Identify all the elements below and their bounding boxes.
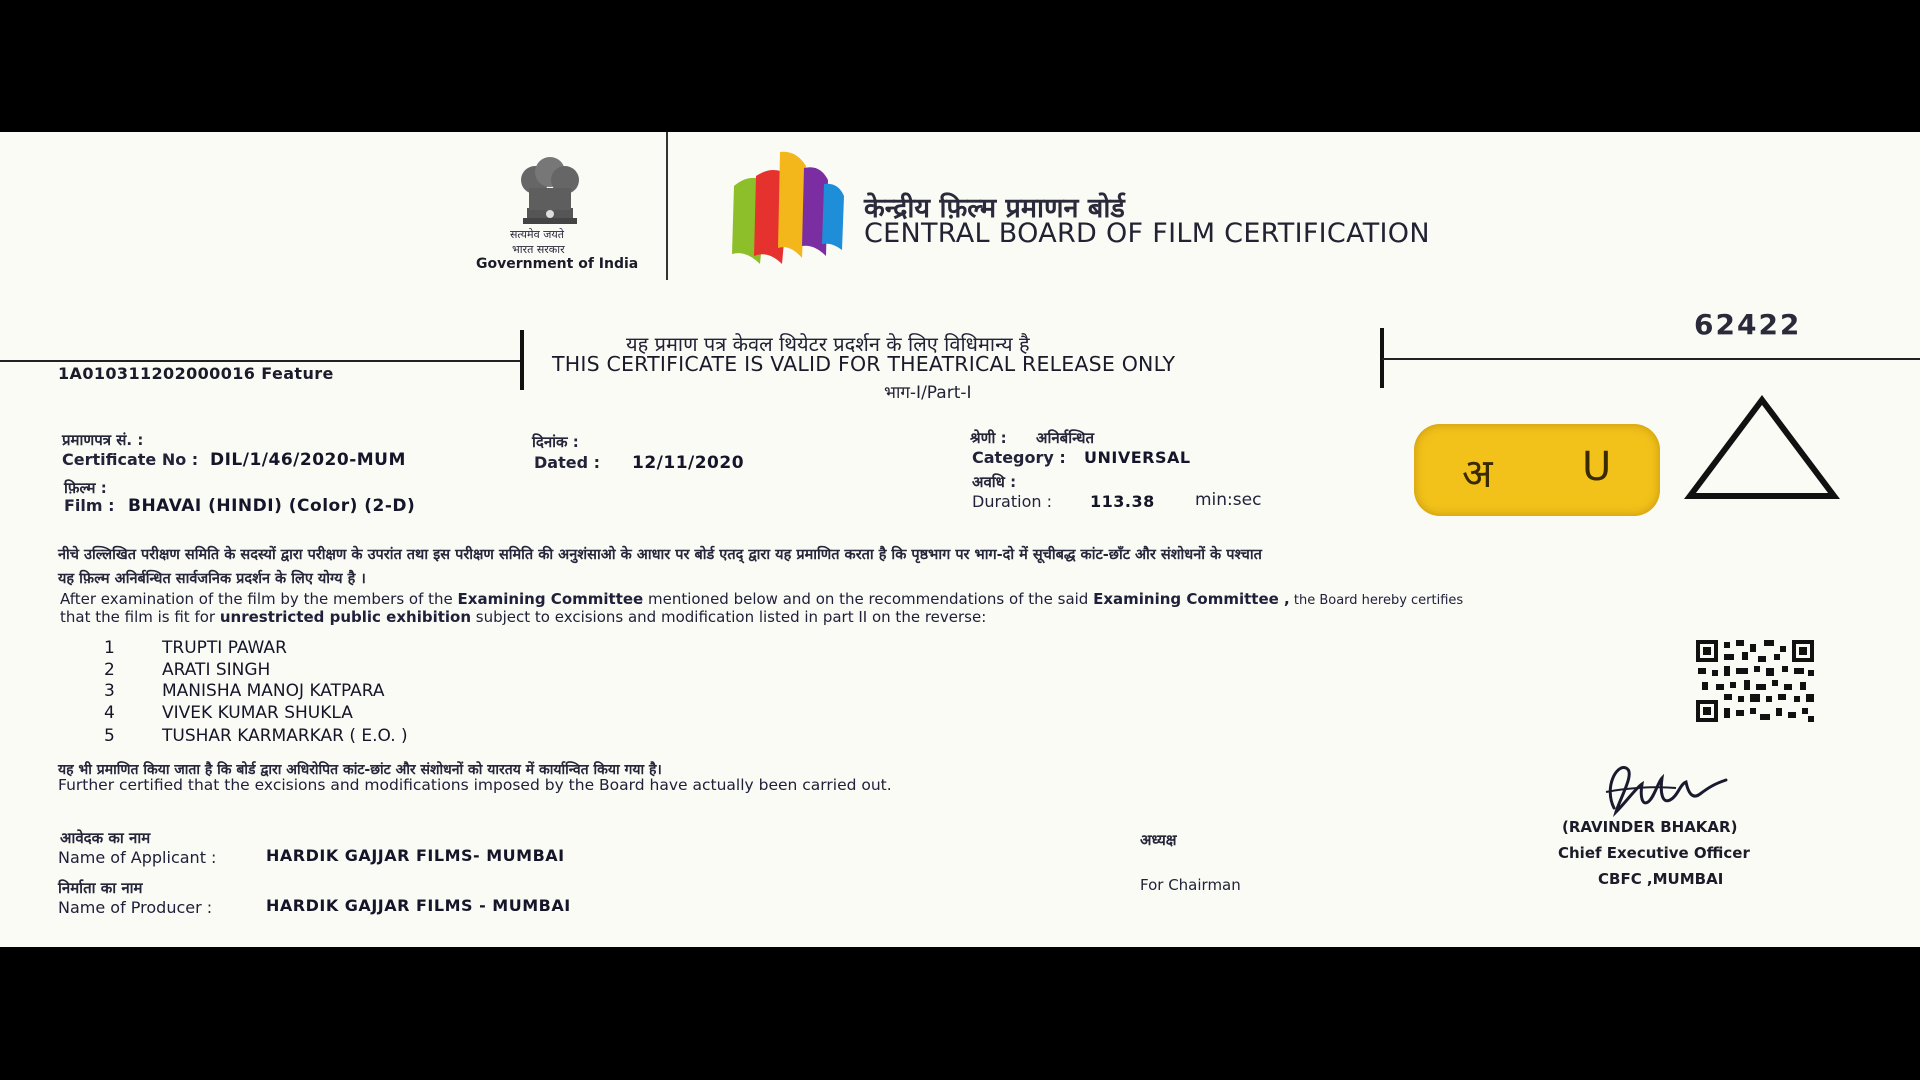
- member-name: TUSHAR KARMARKAR ( E.O. ): [162, 726, 408, 746]
- signature-image: [1596, 758, 1732, 818]
- statement-english-1: After examination of the film by the members of the Examining Committee mentioned below and on the recommendations of the said Examining Committee , the Board hereby certifies: [60, 590, 1464, 608]
- rating-badge: [1414, 424, 1660, 516]
- category-label: Category :: [972, 448, 1066, 467]
- member-name: MANISHA MANOJ KATPARA: [162, 681, 385, 701]
- qr-code-icon: [1694, 638, 1816, 724]
- member-no: 3: [104, 681, 115, 701]
- signatory-office: CBFC ,MUMBAI: [1598, 870, 1724, 888]
- cert-no-label-hindi: प्रमाणपत्र सं. :: [62, 431, 144, 449]
- member-no: 2: [104, 660, 115, 680]
- applicant-value: HARDIK GAJJAR FILMS- MUMBAI: [266, 846, 565, 865]
- statement-hindi-2: यह फ़िल्म अनिर्बन्धित सार्वजनिक प्रदर्शन के लिए योग्य है ।: [58, 571, 366, 587]
- rule-right: [1382, 358, 1920, 360]
- duration-label-hindi: अवधि :: [972, 473, 1017, 491]
- cert-no-label: Certificate No :: [62, 450, 199, 469]
- member-name: VIVEK KUMAR SHUKLA: [162, 703, 353, 723]
- category-hindi: अनिर्बन्धित: [1036, 429, 1095, 447]
- category-value: UNIVERSAL: [1084, 448, 1191, 467]
- producer-value: HARDIK GAJJAR FILMS - MUMBAI: [266, 896, 571, 915]
- further-english: Further certified that the excisions and modifications imposed by the Board have actually been carried out.: [58, 776, 892, 794]
- member-name: ARATI SINGH: [162, 660, 271, 680]
- date-value: 12/11/2020: [632, 453, 745, 473]
- rule-left: [0, 360, 522, 362]
- rating-english-letter: U: [1582, 444, 1612, 490]
- certificate-sheet: [0, 132, 1920, 947]
- reference-code: 1A010311202000016 Feature: [58, 364, 334, 383]
- member-no: 5: [104, 726, 115, 746]
- film-value: BHAVAI (HINDI) (Color) (2-D): [128, 496, 416, 516]
- statement-hindi-1: नीचे उल्लिखित परीक्षण समिति के सदस्यों द्वारा परीक्षण के उपरांत तथा इस परीक्षण समिति की अनुशंसाओ के आधार पर बोर्ड एतद् द्वारा यह प्रमाणित करता है कि पृष्ठभाग पर भाग-दो में सूचीबद्ध कांट-छाँट और संशोधनों के पश्चात: [58, 547, 1262, 563]
- film-label: Film :: [64, 496, 115, 515]
- statement-english-2: that the film is fit for unrestricted public exhibition subject to excisions and modification listed in part II on the reverse:: [60, 608, 987, 626]
- bar-left: [520, 330, 524, 390]
- part-label: भाग-I/Part-I: [884, 383, 972, 403]
- duration-value: 113.38: [1090, 492, 1155, 511]
- category-label-hindi: श्रेणी :: [970, 429, 1007, 447]
- gov-hindi: भारत सरकार: [512, 243, 565, 256]
- serial-number: 62422: [1694, 308, 1802, 341]
- applicant-label-hindi: आवेदक का नाम: [60, 829, 151, 847]
- board-name-english: CENTRAL BOARD OF FILM CERTIFICATION: [864, 218, 1430, 249]
- further-hindi: यह भी प्रमाणित किया जाता है कि बोर्ड द्वारा अधिरोपित कांट-छांट और संशोधनों को यारतय में कार्यान्वित किया गया है।: [58, 762, 662, 778]
- date-label: Dated :: [534, 453, 600, 472]
- cbfc-logo-icon: [728, 146, 848, 276]
- member-no: 4: [104, 703, 115, 723]
- producer-label: Name of Producer :: [58, 898, 213, 917]
- chairman-hindi: अध्यक्ष: [1140, 831, 1177, 849]
- cert-no-value: DIL/1/46/2020-MUM: [210, 450, 406, 470]
- member-name: TRUPTI PAWAR: [162, 638, 287, 658]
- signatory-title: Chief Executive Officer: [1558, 844, 1750, 862]
- film-label-hindi: फ़िल्म :: [64, 479, 107, 497]
- duration-unit: min:sec: [1195, 490, 1262, 510]
- gov-english: Government of India: [476, 256, 639, 272]
- board-name-hindi: केन्द्रीय फ़िल्म प्रमाणन बोर्ड: [864, 193, 1125, 224]
- member-no: 1: [104, 638, 115, 658]
- signatory-name: (RAVINDER BHAKAR): [1562, 818, 1738, 836]
- triangle-icon: [1684, 394, 1840, 502]
- validity-english: THIS CERTIFICATE IS VALID FOR THEATRICAL RELEASE ONLY: [552, 352, 1176, 376]
- validity-hindi: यह प्रमाण पत्र केवल थियेटर प्रदर्शन के लिए विधिमान्य है: [626, 332, 1030, 356]
- duration-label: Duration :: [972, 492, 1052, 511]
- header-divider: [666, 132, 668, 280]
- producer-label-hindi: निर्माता का नाम: [58, 879, 143, 897]
- rating-hindi-letter: अ: [1462, 451, 1493, 497]
- applicant-label: Name of Applicant :: [58, 848, 217, 867]
- national-emblem-icon: [505, 150, 595, 228]
- chairman-english: For Chairman: [1140, 876, 1241, 894]
- emblem-motto: सत्यमेव जयते: [510, 228, 565, 241]
- date-label-hindi: दिनांक :: [532, 433, 579, 451]
